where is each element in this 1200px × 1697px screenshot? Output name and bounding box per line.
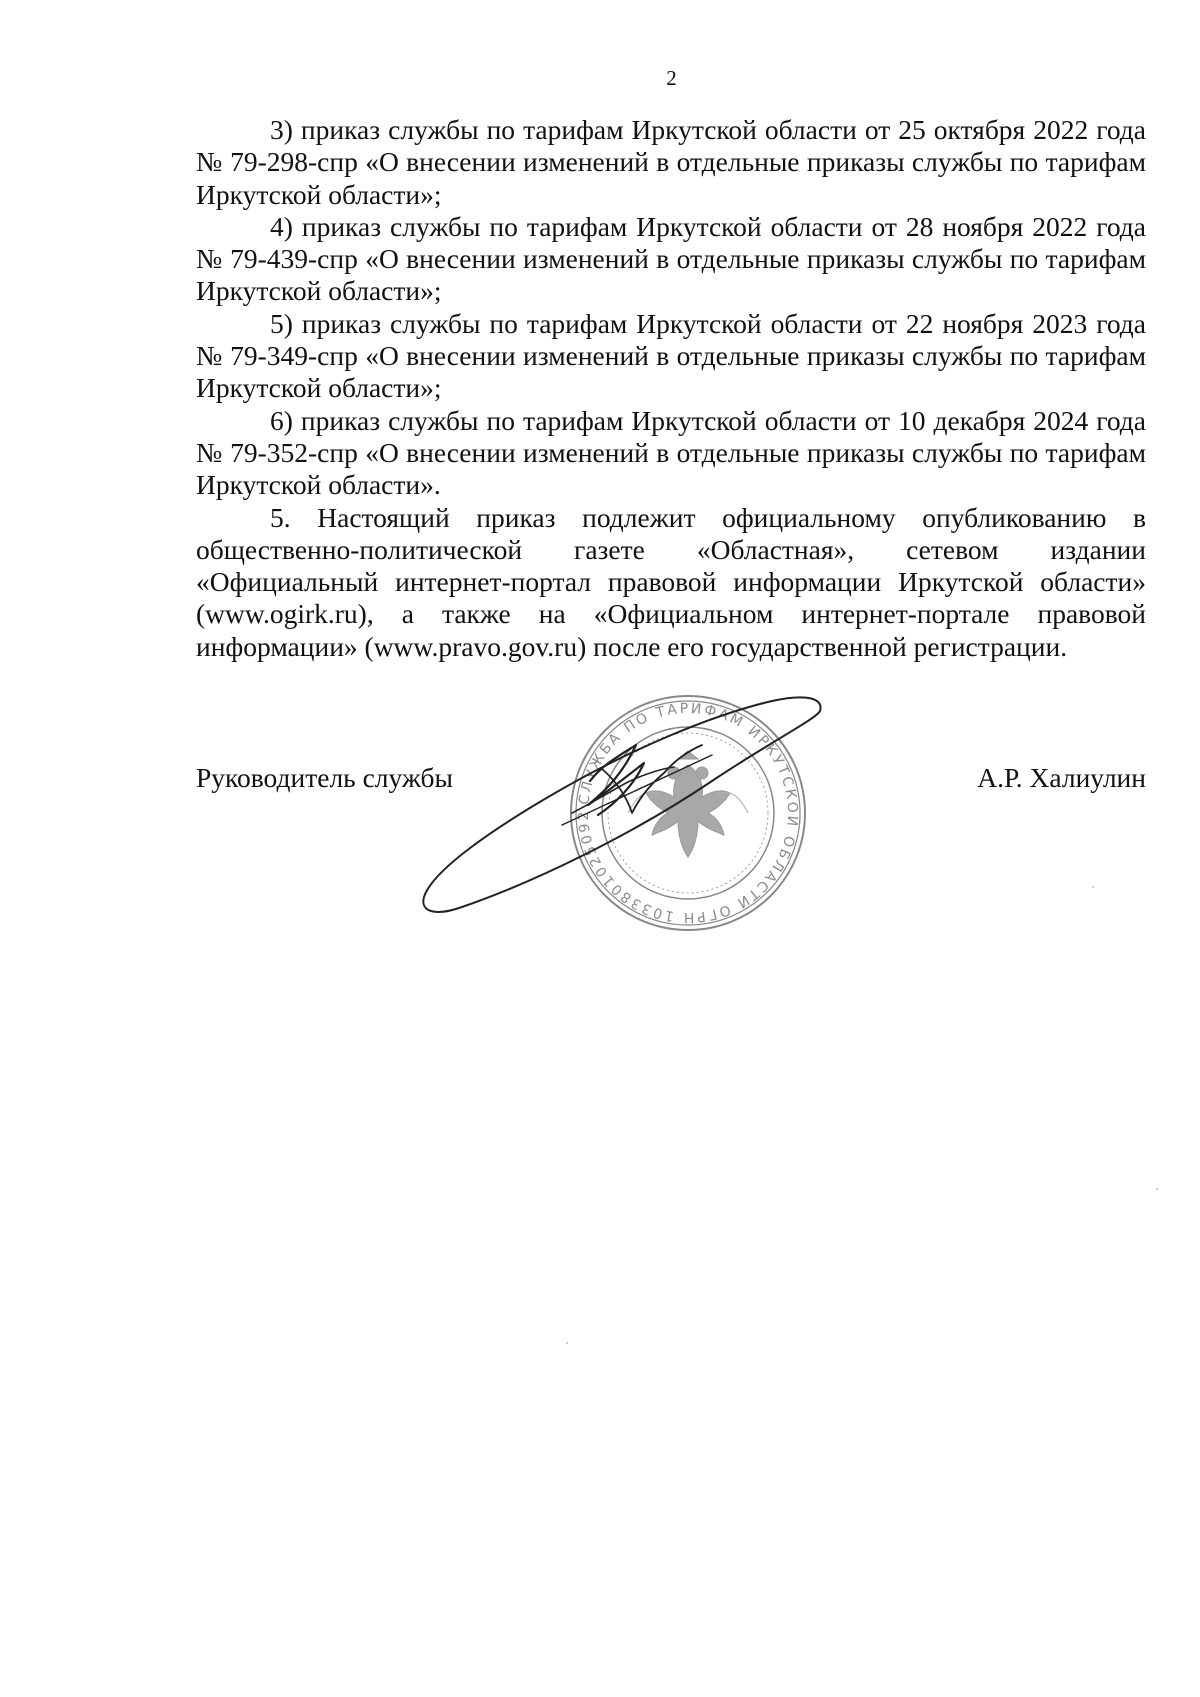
scan-speck — [1092, 886, 1094, 888]
list-item-6: 6) приказ службы по тарифам Иркутской области от 10 декабря 2024 года № 79-352-спр «О внесении изменений в отдельные приказы службы по тарифам Иркутской области». — [196, 404, 1146, 501]
publication-clause: 5. Настоящий приказ подлежит официальному опубликованию в общественно-политической газете «Областная», сетевом издании «Официальный интернет-портал правовой информации Иркутской области» (www.ogirk.ru), а также на «Официальном интернет-портале правовой информации» (www.pravo.gov.ru) после его государственной регистрации. — [196, 501, 1146, 662]
page-number: 2 — [666, 66, 677, 90]
list-item-3: 3) приказ службы по тарифам Иркутской области от 25 октября 2022 года № 79-298-спр «О внесении изменений в отдельные приказы службы по тарифам Иркутской области»; — [196, 114, 1146, 210]
list-item-5: 5) приказ службы по тарифам Иркутской области от 22 ноября 2023 года № 79-349-спр «О внесении изменений в отдельные приказы службы по тарифам Иркутской области»; — [196, 307, 1146, 404]
signatory-name: А.Р. Халиулин — [977, 762, 1146, 793]
document-body — [196, 114, 1146, 663]
signatory-position: Руководитель службы — [196, 762, 454, 793]
list-item-4: 4) приказ службы по тарифам Иркутской области от 28 ноября 2022 года № 79-439-спр «О внесении изменений в отдельные приказы службы по тарифам Иркутской области»; — [196, 210, 1146, 307]
scan-speck — [1156, 1188, 1158, 1190]
scan-speck — [566, 1342, 568, 1344]
seal-text: СЛУЖБА ПО ТАРИФАМ ИРКУТСКОЙ ОБЛАСТИ ОГРН 1033801025092 — [575, 700, 801, 926]
handwritten-signature — [412, 685, 832, 925]
